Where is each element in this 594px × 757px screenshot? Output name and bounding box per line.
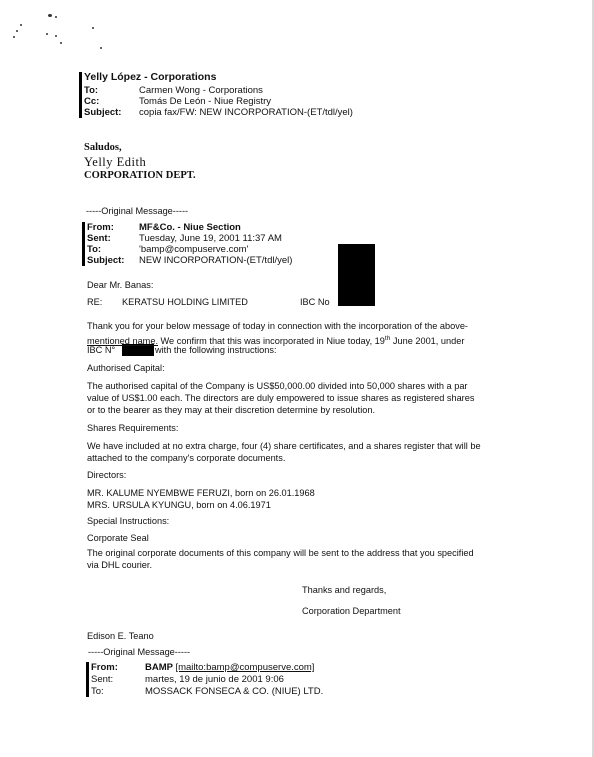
email-to-label: To: <box>84 85 99 96</box>
capital-line3: or to the bearer as they may at their discretion determine by resolution. <box>87 405 376 415</box>
orig-from-label: From: <box>87 222 114 233</box>
orig2-sent: martes, 19 de junio de 2001 9:06 <box>145 674 284 685</box>
capital-heading: Authorised Capital: <box>87 363 165 373</box>
orig-sent-label: Sent: <box>87 233 111 244</box>
signer: Edison E. Teano <box>87 631 154 641</box>
scan-speck <box>100 47 102 49</box>
orig-from: MF&Co. - Niue Section <box>139 222 241 233</box>
para1-line2-text: We confirm that this was incorporated in Niue today, 19 <box>158 336 385 347</box>
orig2-from <box>145 662 314 673</box>
directors-heading: Directors: <box>87 470 127 480</box>
header-bar <box>86 662 89 697</box>
signature-name: Yelly Edith <box>84 155 147 169</box>
scan-speck <box>92 27 94 29</box>
orig-subject-label: Subject: <box>87 255 125 266</box>
orig-sent: Tuesday, June 19, 2001 11:37 AM <box>139 233 282 244</box>
email-to: Carmen Wong - Corporations <box>139 85 263 96</box>
shares-heading: Shares Requirements: <box>87 423 179 433</box>
para1-line3-text: with the following instructions: <box>155 345 277 355</box>
orig2-sent-label: Sent: <box>91 674 114 685</box>
para1-line1: Thank you for your below message of today in connection with the incorporation of the above- <box>87 321 468 331</box>
email-from: Yelly López - Corporations <box>84 71 217 83</box>
closing-dept: Corporation Department <box>302 606 401 616</box>
orig-subject: NEW INCORPORATION-(ET/tdl/yel) <box>139 255 293 266</box>
email-cc-label: Cc: <box>84 96 100 107</box>
special-heading: Special Instructions: <box>87 516 170 526</box>
scan-speck <box>55 16 57 18</box>
salutation: Dear Mr. Banas: <box>87 280 154 290</box>
header-bar <box>79 72 82 118</box>
scan-speck <box>48 14 52 17</box>
para1-line3-label: IBC N° <box>87 345 116 355</box>
orig2-from-mailto-link[interactable]: [mailto:bamp@compuserve.com] <box>175 662 315 673</box>
scan-speck <box>16 30 18 32</box>
capital-line1: The authorised capital of the Company is US$50,000.00 divided into 50,000 shares with a par <box>87 381 468 391</box>
scan-speck <box>60 42 62 44</box>
corporate-seal: Corporate Seal <box>87 533 149 543</box>
director-2: MRS. URSULA KYUNGU, born on 4.06.1971 <box>87 500 271 510</box>
shares-line1: We have included at no extra charge, four (4) share certificates, and a shares register that will be <box>87 441 481 451</box>
ibc-label: IBC No <box>300 297 330 307</box>
greeting: Saludos, <box>84 142 122 153</box>
docs-line2: via DHL courier. <box>87 560 153 570</box>
email-subject: copia fax/FW: NEW INCORPORATION-(ET/tdl/yel) <box>139 107 353 118</box>
re-company: KERATSU HOLDING LIMITED <box>122 297 248 307</box>
email-subject-label: Subject: <box>84 107 122 118</box>
original-message-label-2: -----Original Message----- <box>88 647 191 657</box>
mentioned-name: mentioned name. <box>87 336 158 347</box>
orig-to-label: To: <box>87 244 102 255</box>
header-bar <box>82 222 85 266</box>
orig2-from-label: From: <box>91 662 118 673</box>
email-cc: Tomás De León - Niue Registry <box>139 96 271 107</box>
orig2-to: MOSSACK FONSECA & CO. (NIUE) LTD. <box>145 686 324 697</box>
signature-dept: CORPORATION DEPT. <box>84 170 196 181</box>
orig2-from-name: BAMP <box>145 662 173 673</box>
scan-speck <box>13 36 15 38</box>
re-label: RE: <box>87 297 103 307</box>
orig-to: 'bamp@compuserve.com' <box>139 244 249 255</box>
closing: Thanks and regards, <box>302 585 387 595</box>
redaction-block <box>338 244 375 306</box>
capital-line2: value of US$1.00 each. The directors are duly empowered to issue shares as registered shares <box>87 393 475 403</box>
scan-speck <box>20 24 22 26</box>
shares-line2: attached to the company's corporate documents. <box>87 453 286 463</box>
docs-line1: The original corporate documents of this company will be sent to the address that you specified <box>87 548 474 558</box>
scan-speck <box>55 35 57 37</box>
scan-speck <box>46 33 48 35</box>
para1-line2-end: June 2001, under <box>390 336 465 347</box>
director-1: MR. KALUME NYEMBWE FERUZI, born on 26.01.1968 <box>87 488 315 498</box>
original-message-label: -----Original Message----- <box>86 206 189 216</box>
superscript-th: th <box>384 335 391 342</box>
orig2-to-label: To: <box>91 686 104 697</box>
